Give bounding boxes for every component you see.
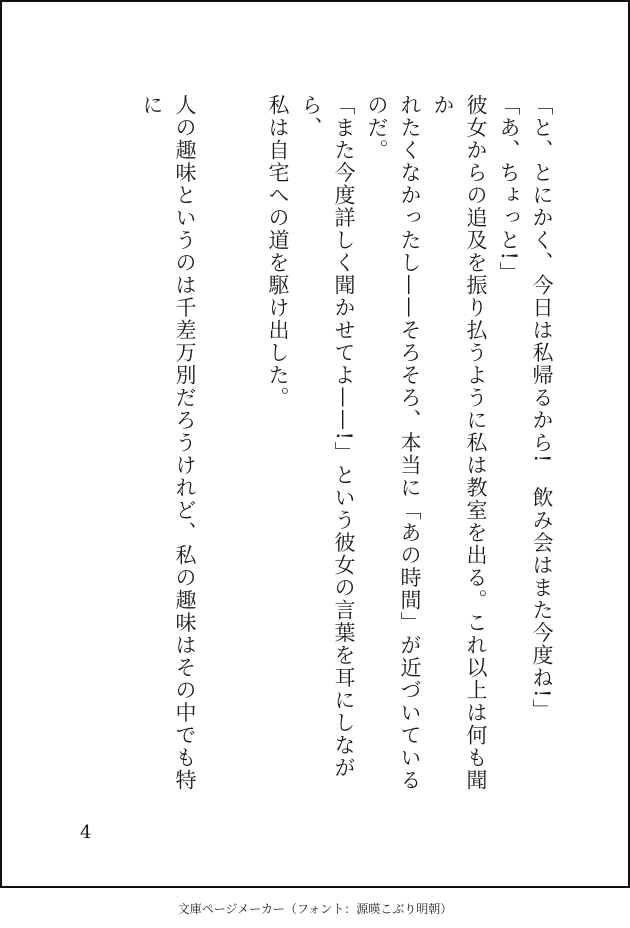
text-line-5: 「また今度詳しく聞かせてよ——!」という彼女の言葉を耳にしながら、 xyxy=(299,94,356,779)
text-line-7: 人の趣味というのは千差万別だろうけれど、私の趣味はその中でも特に xyxy=(140,94,197,792)
text-line-6: 私は自宅への道を駆け出した。 xyxy=(266,94,290,409)
page-number: 4 xyxy=(80,822,92,843)
text-line-4: れたくなかったし——そろそろ、本当に「あの時間」が近づいているのだ。 xyxy=(365,94,422,792)
text-line-2: 「あ、ちょっと!」 xyxy=(497,94,521,284)
footer-credit: 文庫ページメーカー（フォント：源暎こぶり明朝） xyxy=(177,902,453,916)
vertical-body-text xyxy=(135,94,558,794)
text-line-1: 「と、とにかく、今日は私帰るから! 飲み会はまた今度ね!」 xyxy=(530,94,554,722)
paragraph-gap xyxy=(201,94,261,794)
text-line-3: 彼女からの追及を振り払うように私は教室を出る。これ以上は何も聞か xyxy=(431,94,488,792)
